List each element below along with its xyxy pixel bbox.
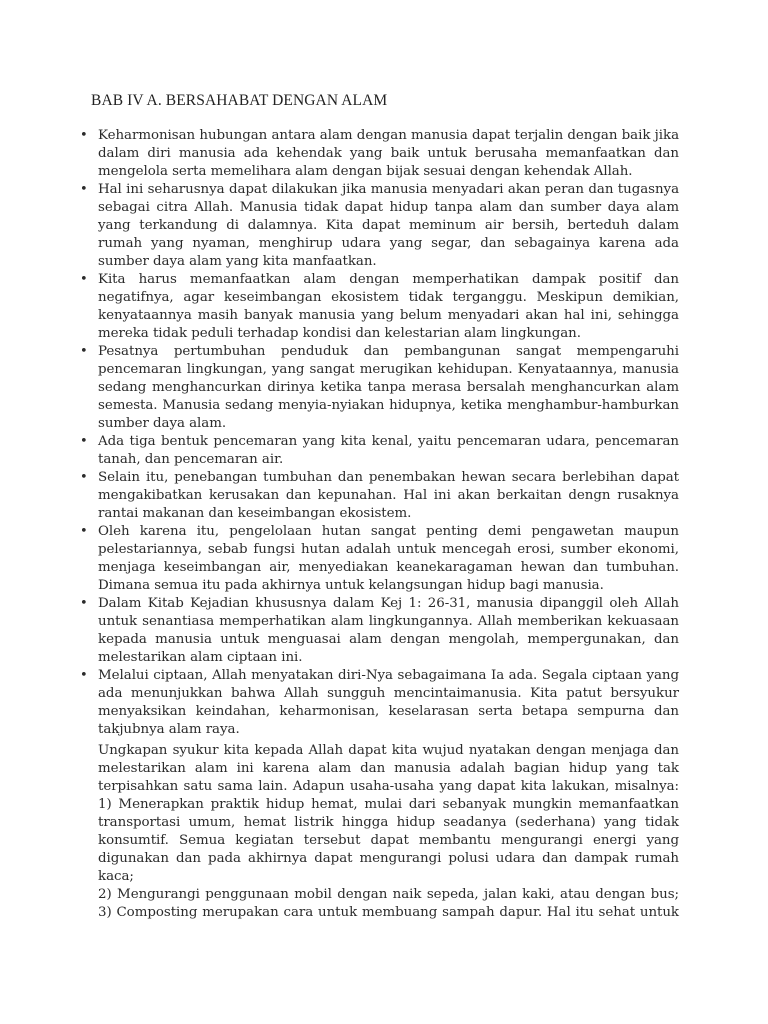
bullet-icon: • <box>80 182 88 197</box>
paragraph-text: Melalui ciptaan, Allah menyatakan diri-Nya sebagaimana Ia ada. Segala ciptaan yang ada menunjukkan bahwa Allah sungguh mencintaimanusia. Kita patut bersyukur menyaksikan keindahan, keharmonisan, keselarasan serta betapa sempurna dan takjubnya alam raya. <box>98 668 679 737</box>
bullet-icon: • <box>80 272 88 287</box>
list-item <box>76 595 679 667</box>
paragraph-text: Pesatnya pertumbuhan penduduk dan pembangunan sangat mempengaruhi pencemaran lingkungan, yang sangat merugikan kehidupan. Kenyataannya, manusia sedang menghancurkan dirinya ketika tanpa merasa bersalah menghancurkan alam semesta. Manusia sedang menyia-nyiakan hidupnya, ketika menghambur-hamburkan sumber daya alam. <box>98 344 679 431</box>
paragraph-text: Oleh karena itu, pengelolaan hutan sangat penting demi pengawetan maupun pelestariannya, sebab fungsi hutan adalah untuk mencegah erosi, sumber ekonomi, menjaga keseimbangan air, menyediakan keanekaragaman hewan dan tumbuhan. Dimana semua itu pada akhirnya untuk kelangsungan hidup bagi manusia. <box>98 524 679 593</box>
list-item <box>76 271 679 343</box>
bullet-icon: • <box>80 668 88 683</box>
page-title: BAB IV A. BERSAHABAT DENGAN ALAM <box>91 92 388 109</box>
paragraph-text: Keharmonisan hubungan antara alam dengan manusia dapat terjalin dengan baik jika dalam diri manusia ada kehendak yang baik untuk berusaha memanfaatkan dan mengelola serta memelihara alam dengan bijak sesuai dengan kehendak Allah. <box>98 128 679 179</box>
text-line: digunakan dan pada akhirnya dapat mengurangi polusi udara dan dampak rumah kaca; <box>98 851 679 884</box>
bullet-list <box>76 127 679 739</box>
text-line: 1) Menerapkan praktik hidup hemat, mulai dari sebanyak mungkin memanfaatkan <box>98 797 679 812</box>
text-line: 3) Composting merupakan cara untuk membuang sampah dapur. Hal itu sehat untuk <box>98 905 679 920</box>
bullet-icon: • <box>80 344 88 359</box>
text-line: Ungkapan syukur kita kepada Allah dapat kita wujud nyatakan dengan menjaga dan <box>98 743 679 758</box>
bullet-icon: • <box>80 470 88 485</box>
list-item <box>76 127 679 181</box>
list-item <box>76 469 679 523</box>
list-item <box>76 343 679 433</box>
bullet-icon: • <box>80 596 88 611</box>
bullet-icon: • <box>80 128 88 143</box>
text-line: konsumtif. Semua kegiatan tersebut dapat membantu mengurangi energi yang <box>98 833 679 848</box>
list-item <box>76 523 679 595</box>
text-line: transportasi umum, hemat listrik hingga hidup seadanya (sederhana) yang tidak <box>98 815 679 830</box>
text-line: terpisahkan satu sama lain. Adapun usaha-usaha yang dapat kita lakukan, misalnya: <box>98 779 679 794</box>
list-item <box>76 181 679 271</box>
paragraph-text: Selain itu, penebangan tumbuhan dan penembakan hewan secara berlebihan dapat mengakibatkan kerusakan dan kepunahan. Hal ini akan berkaitan dengn rusaknya rantai makanan dan keseimbangan ekosistem. <box>98 470 679 521</box>
paragraph-text: Hal ini seharusnya dapat dilakukan jika manusia menyadari akan peran dan tugasnya sebagai citra Allah. Manusia tidak dapat hidup tanpa alam dan sumber daya alam yang terkandung di dalamnya. Kita dapat meminum air bersih, berteduh dalam rumah yang nyaman, menghirup udara yang segar, dan sebagainya karena ada sumber daya alam yang kita manfaatkan. <box>98 182 679 269</box>
bullet-icon: • <box>80 434 88 449</box>
closing-paragraph <box>98 742 679 922</box>
paragraph-text: Kita harus memanfaatkan alam dengan memperhatikan dampak positif dan negatifnya, agar keseimbangan ekosistem tidak terganggu. Meskipun demikian, kenyataannya masih banyak manusia yang belum menyadari akan hal ini, sehingga mereka tidak peduli terhadap kondisi dan kelestarian alam lingkungan. <box>98 272 679 341</box>
text-line: melestarikan alam ini karena alam dan manusia adalah bagian hidup yang tak <box>98 761 679 776</box>
paragraph-text: Ada tiga bentuk pencemaran yang kita kenal, yaitu pencemaran udara, pencemaran tanah, dan pencemaran air. <box>98 434 679 467</box>
paragraph-text: Dalam Kitab Kejadian khususnya dalam Kej 1: 26-31, manusia dipanggil oleh Allah untuk senantiasa memperhatikan alam lingkungannya. Allah memberikan kekuasaan kepada manusia untuk menguasai alam dengan mengolah, mempergunakan, dan melestarikan alam ciptaan ini. <box>98 596 679 665</box>
list-item <box>76 433 679 469</box>
bullet-icon: • <box>80 524 88 539</box>
list-item <box>76 667 679 739</box>
text-line: 2) Mengurangi penggunaan mobil dengan naik sepeda, jalan kaki, atau dengan bus; <box>98 887 679 902</box>
